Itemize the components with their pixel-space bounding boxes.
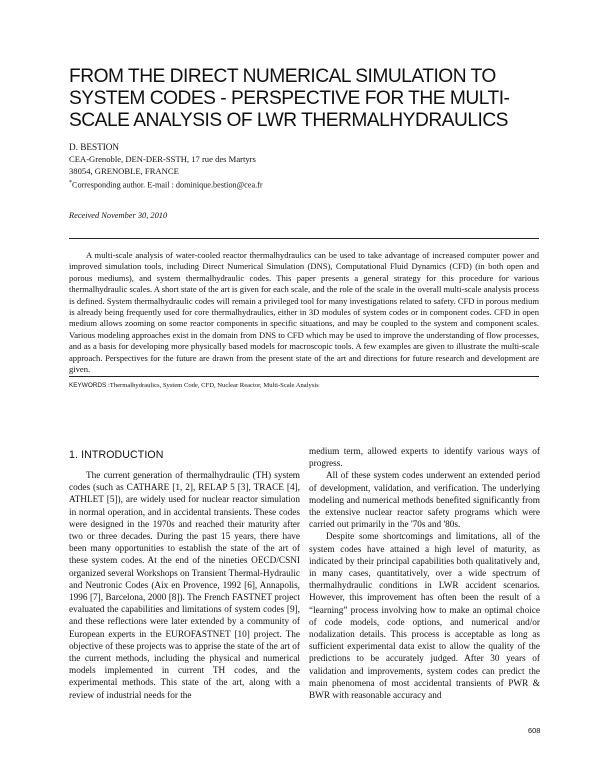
left-column xyxy=(69,470,300,702)
body-paragraph: The current generation of thermalhydraulic (TH) system codes (such as CATHARE [1, 2], RELAP 5 [3], TRACE [4], ATHLET [5]), are widely used for nuclear reactor simulation in normal operation, and in accidental transients. These codes were designed in the 1970s and reached their maturity after two or three decades. During the past 15 years, there have been many opportunities to establish the state of the art of these system codes. At the end of the nineties OECD/CSNI organized several Workshops on Transient Thermal-Hydraulic and Neutronic Codes (Aix en Provence, 1992 [6], Annapolis, 1996 [7], Barcelona, 2000 [8]). The French FASTNET project evaluated the capabilities and limitations of system codes [9], and these reflections were later extended by a community of European experts in the EUROFASTNET [10] project. The objective of these projects was to apprise the state of the art of the current methods, including the physical and numerical models implemented in current TH codes, and the experimental methods. This state of the art, along with a review of industrial needs for the xyxy=(69,471,300,701)
author-name: D. BESTION xyxy=(69,142,120,152)
keywords-label: KEYWORDS xyxy=(69,382,107,389)
body-paragraph: All of these system codes underwent an extended period of development, validation, and verification. The underlying modeling and numerical methods benefited significantly from the extensive nuclear reactor safety programs which were carried out primarily in the '70s and '80s. xyxy=(309,471,540,531)
page-number: 608 xyxy=(528,726,541,735)
corresponding-author xyxy=(69,177,369,192)
paper-title: FROM THE DIRECT NUMERICAL SIMULATION TO SYSTEM CODES - PERSPECTIVE FOR THE MULTI-SCALE ANALYSIS OF LWR THERMALHYDRAULICS xyxy=(69,66,510,131)
affiliation-line-2: 38054, GRENOBLE, FRANCE xyxy=(69,166,179,176)
received-date: Received November 30, 2010 xyxy=(69,211,168,220)
corresponding-marker: * xyxy=(69,180,72,186)
corresponding-author-text: Corresponding author. E-mail : dominique.bestion@cea.fr xyxy=(72,180,263,190)
keywords-text: :Thermalhydraulics, System Code, CFD, Nuclear Reactor, Multi-Scale Analysis xyxy=(106,382,319,389)
right-column xyxy=(309,446,540,702)
continued-paragraph: medium term, allowed experts to identify various ways of progress. xyxy=(309,447,540,470)
affiliation-line-1: CEA-Grenoble, DEN-DER-SSTH, 17 rue des Martyrs xyxy=(69,154,256,164)
keywords-line xyxy=(69,381,539,390)
body-paragraph: Despite some shortcomings and limitations, all of the system codes have attained a high level of maturity, as indicated by their principal capabilities both qualitatively and, in many cases, quantitatively, over a wide spectrum of thermalhydraulic conditions in LWR accident scenarios. However, this improvement has often been the result of a “learning” process involving how to make an optimal choice of code models, code options, and numerical and/or nodalization details. This process is acceptable as long as sufficient experimental data exist to allow the quality of the predictions to be accurately judged. After 30 years of validation and improvements, system codes can predict the main phenomena of most accidental transients of PWR & BWR with reasonable accuracy and xyxy=(309,532,540,702)
author-block xyxy=(69,141,369,192)
abstract-bottom-rule xyxy=(69,376,539,377)
abstract-top-rule xyxy=(69,238,539,239)
section-heading: 1. INTRODUCTION xyxy=(69,449,164,461)
abstract: A multi-scale analysis of water-cooled reactor thermalhydraulics can be used to take advantage of increased computer power and improved simulation tools, including Direct Numerical Simulation (DNS), Computational Fluid Dynamics (CFD) (in both open and porous mediums), and system thermalhydraulic codes. This paper presents a general strategy for this procedure for various thermalhydraulic scales. A short state of the art is given for each scale, and the role of the scale in the overall multi-scale analysis process is defined. System thermalhydraulic codes will remain a privileged tool for many investigations related to safety. CFD in porous medium is already being frequently used for core thermalhydraulics, either in 3D modules of system codes or in component codes. CFD in open medium allows zooming on some reactor components in specific situations, and may be coupled to the system and component scales. Various modeling approaches exist in the domain from DNS to CFD which may be used to improve the understanding of flow processes, and as a basis for developing more physically based models for macroscopic tools. A few examples are given to illustrate the multi-scale approach. Perspectives for the future are drawn from the present state of the art and directions for future research and development are given. xyxy=(69,250,539,375)
